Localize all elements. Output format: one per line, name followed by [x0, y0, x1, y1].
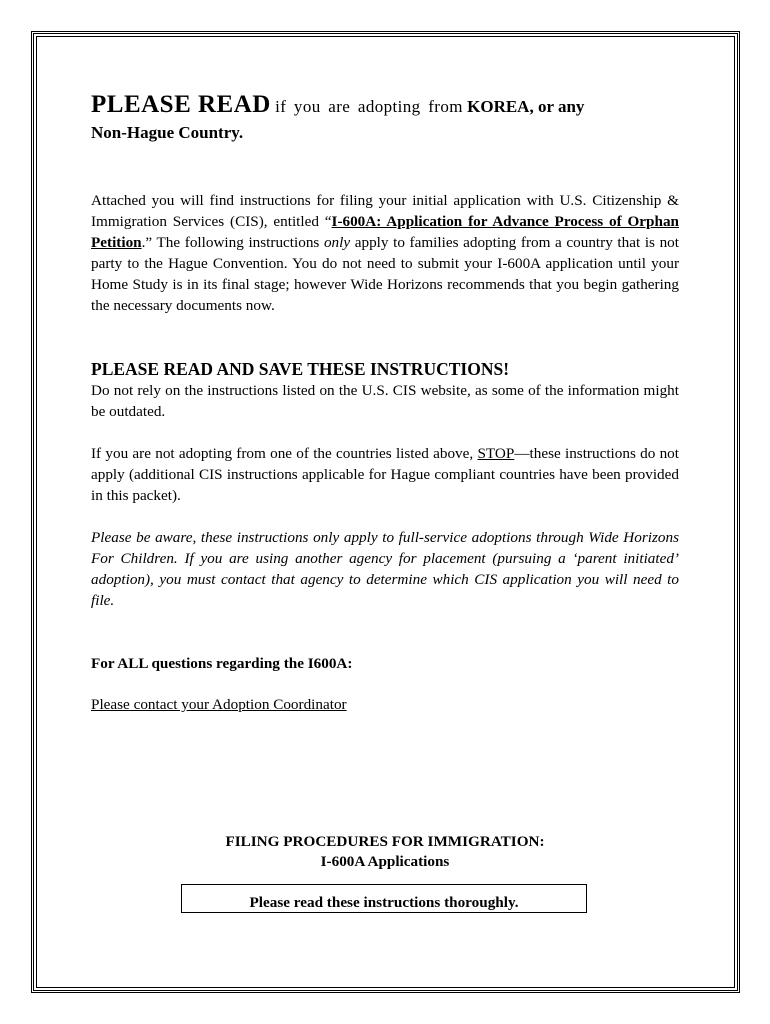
form-title: I-600A: Application for Advance Process of Orphan Petition — [91, 213, 679, 251]
website-warning: Do not rely on the instructions listed on the U.S. CIS website, as some of the information might be outdated. — [91, 382, 679, 420]
title-please-read: PLEASE READ — [91, 91, 271, 118]
title-non-hague: Non-Hague Country. — [91, 123, 244, 142]
stop-text-post: —these instructions do not apply (additional CIS instructions applicable for Hague compliant countries have been provided in this packet). — [91, 445, 679, 504]
stop-text-pre: If you are not adopting from one of the countries listed above, — [91, 445, 478, 462]
title-korea: KOREA, or any — [467, 97, 585, 116]
intro-text-3: apply to families adopting from a country that is not party to the Hague Convention. You do not need to submit your I-600A application until your Home Study is in its final stage; however Wide Horizons recommends that you begin gathering the necessary documents now. — [91, 234, 679, 314]
stop-word: STOP — [477, 445, 515, 462]
intro-text-1: Attached you will find instructions for filing your initial application with U.S. Citizenship & Immigration Services (CIS), entitled “ — [91, 192, 679, 230]
contact-coordinator: Please contact your Adoption Coordinator — [91, 696, 347, 713]
intro-text-2: .” The following instructions — [141, 234, 324, 251]
read-thoroughly-box: Please read these instructions thoroughly. — [181, 884, 587, 913]
aware-paragraph: Please be aware, these instructions only apply to full-service adoptions through Wide Horizons For Children. If you are using another agency for placement (pursuing a ‘parent initiated’ adoption), you must contact that agency to determine which CIS application you will need to file. — [91, 529, 679, 609]
intro-paragraph — [91, 190, 679, 316]
title-middle: if you are adopting from — [275, 97, 463, 116]
instructions-heading: PLEASE READ AND SAVE THESE INSTRUCTIONS! — [91, 359, 510, 379]
page-title — [91, 92, 679, 146]
document-body — [91, 92, 679, 715]
filing-procedures — [91, 832, 679, 872]
questions-heading: For ALL questions regarding the I600A: — [91, 655, 353, 672]
stop-paragraph — [91, 443, 679, 506]
filing-title: FILING PROCEDURES FOR IMMIGRATION: — [225, 833, 545, 850]
intro-only: only — [323, 234, 351, 251]
filing-subtitle: I-600A Applications — [320, 853, 450, 870]
